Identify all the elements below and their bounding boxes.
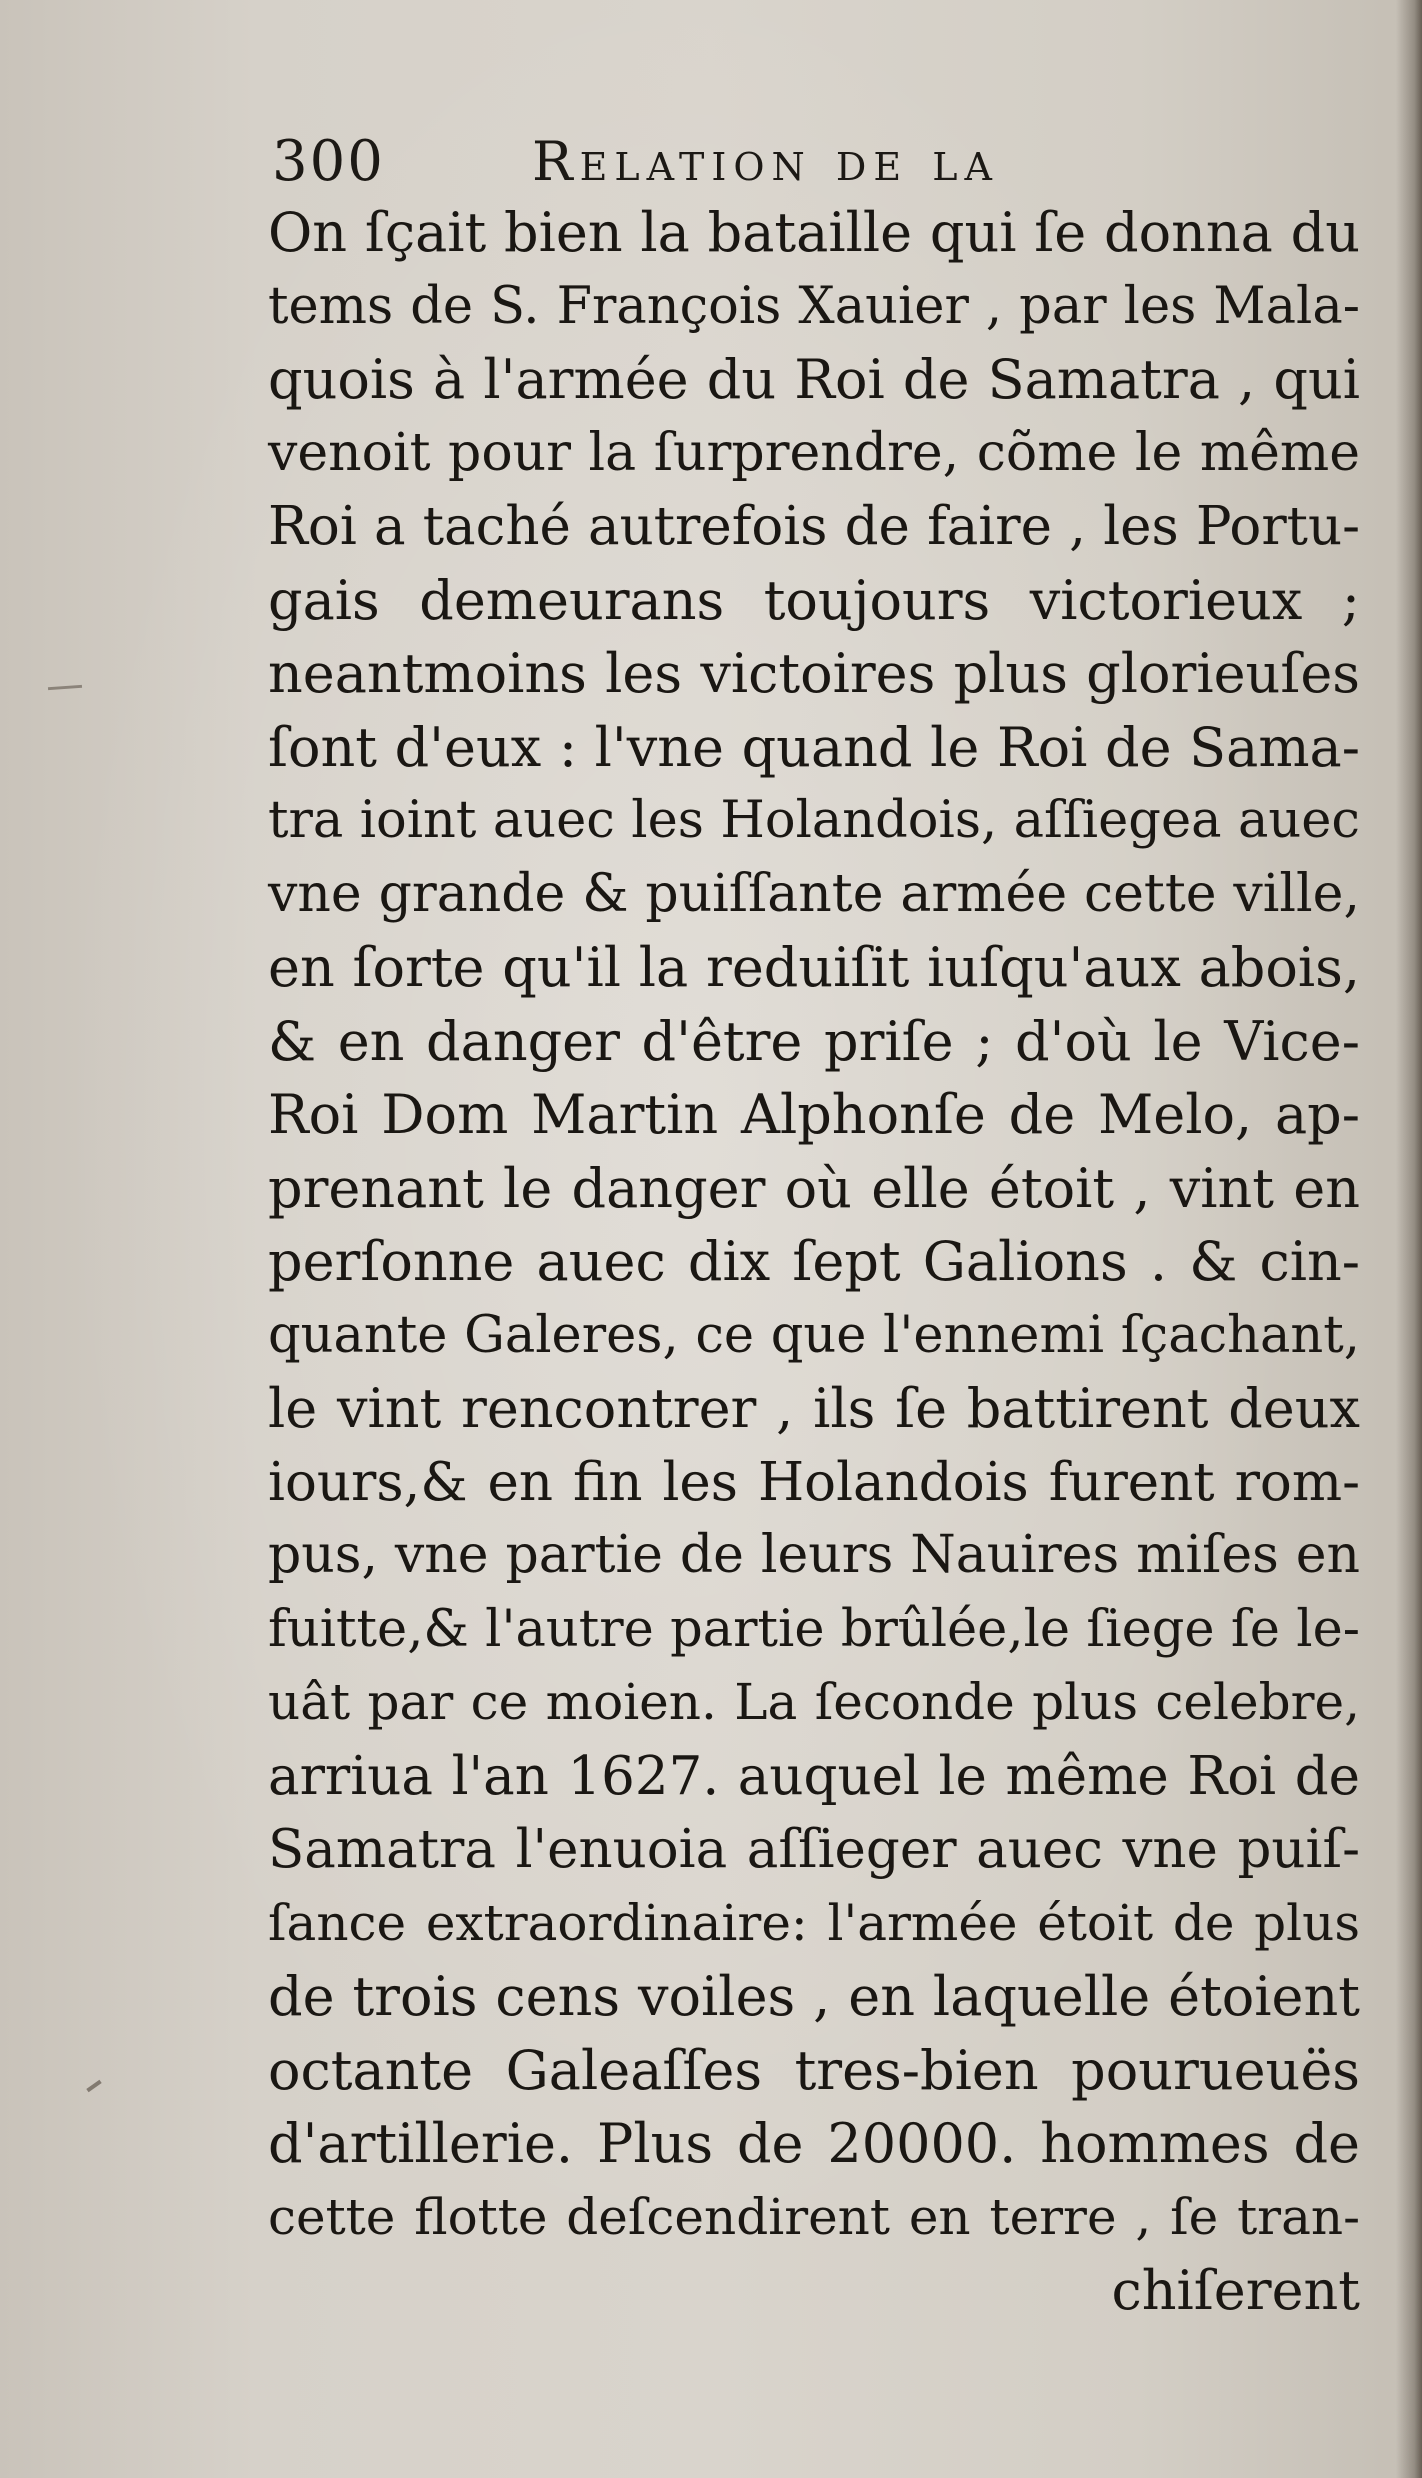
text-line: le vint rencontrer , ils ſe battirent deux bbox=[268, 1377, 1360, 1440]
text-line: de trois cens voiles , en laquelle étoient bbox=[268, 1965, 1360, 2028]
text-line: uât par ce moien. La ſeconde plus celebre, bbox=[268, 1673, 1360, 1731]
text-line: en ſorte qu'il la reduiſit iuſqu'aux abois, bbox=[268, 936, 1360, 999]
text-line: iours,& en fin les Holandois furent rom- bbox=[268, 1451, 1360, 1513]
text-line: Samatra l'enuoia aſſieger auec vne puiſ- bbox=[268, 1819, 1360, 1880]
text-line: vne grande & puiſſante armée cette ville, bbox=[268, 863, 1360, 924]
text-line: Roi Dom Martin Alphonſe de Melo, ap- bbox=[268, 1083, 1360, 1146]
text-line: On ſçait bien la bataille qui ſe donna du bbox=[268, 201, 1360, 264]
text-line: octante Galeaſſes tres-bien pourueuës bbox=[268, 2038, 1360, 2102]
text-line: quois à l'armée du Roi de Samatra , qui bbox=[268, 348, 1360, 411]
text-line: pus, vne partie de leurs Nauires miſes en bbox=[268, 1525, 1360, 1585]
margin-mark bbox=[48, 685, 82, 690]
text-line: prenant le danger où elle étoit , vint en bbox=[268, 1156, 1360, 1220]
text-line: neantmoins les victoires plus glorieuſes bbox=[268, 642, 1360, 705]
text-line: d'artillerie. Plus de 20000. hommes de bbox=[268, 2112, 1360, 2175]
page-header bbox=[272, 118, 1372, 198]
text-line: ſont d'eux : l'vne quand le Roi de Sama- bbox=[268, 715, 1360, 779]
text-line: venoit pour la ſurprendre, cõme le même bbox=[268, 422, 1360, 483]
page-number: 300 bbox=[272, 129, 385, 194]
text-line: quante Galeres, ce que l'ennemi ſçachant, bbox=[268, 1305, 1360, 1365]
text-line: & en danger d'être priſe ; d'où le Vice- bbox=[268, 1009, 1360, 1073]
text-line: perſonne auec dix ſept Galions . & cin- bbox=[268, 1230, 1360, 1293]
text-line: Roi a taché autrefois de faire , les Portu- bbox=[268, 496, 1360, 557]
text-line: tems de S. François Xauier , par les Mala- bbox=[268, 276, 1360, 336]
body-text bbox=[268, 196, 1360, 2328]
text-line: tra ioint auec les Holandois, aſſiegea auec bbox=[268, 791, 1360, 850]
text-line: gais demeurans toujours victorieux ; bbox=[268, 568, 1360, 632]
running-head: Relation de la bbox=[532, 130, 999, 193]
catchword: chiſerent bbox=[1111, 2259, 1360, 2322]
text-line: fuitte,& l'autre partie brûlée,le ſiege ſe le- bbox=[268, 1599, 1360, 1659]
text-line: ſance extraordinaire: l'armée étoit de plus bbox=[268, 1893, 1360, 1952]
text-line: cette flotte deſcendirent en terre , ſe tran- bbox=[268, 2187, 1360, 2246]
margin-mark bbox=[86, 2080, 101, 2092]
text-line: arriua l'an 1627. auquel le même Roi de bbox=[268, 1745, 1360, 1807]
